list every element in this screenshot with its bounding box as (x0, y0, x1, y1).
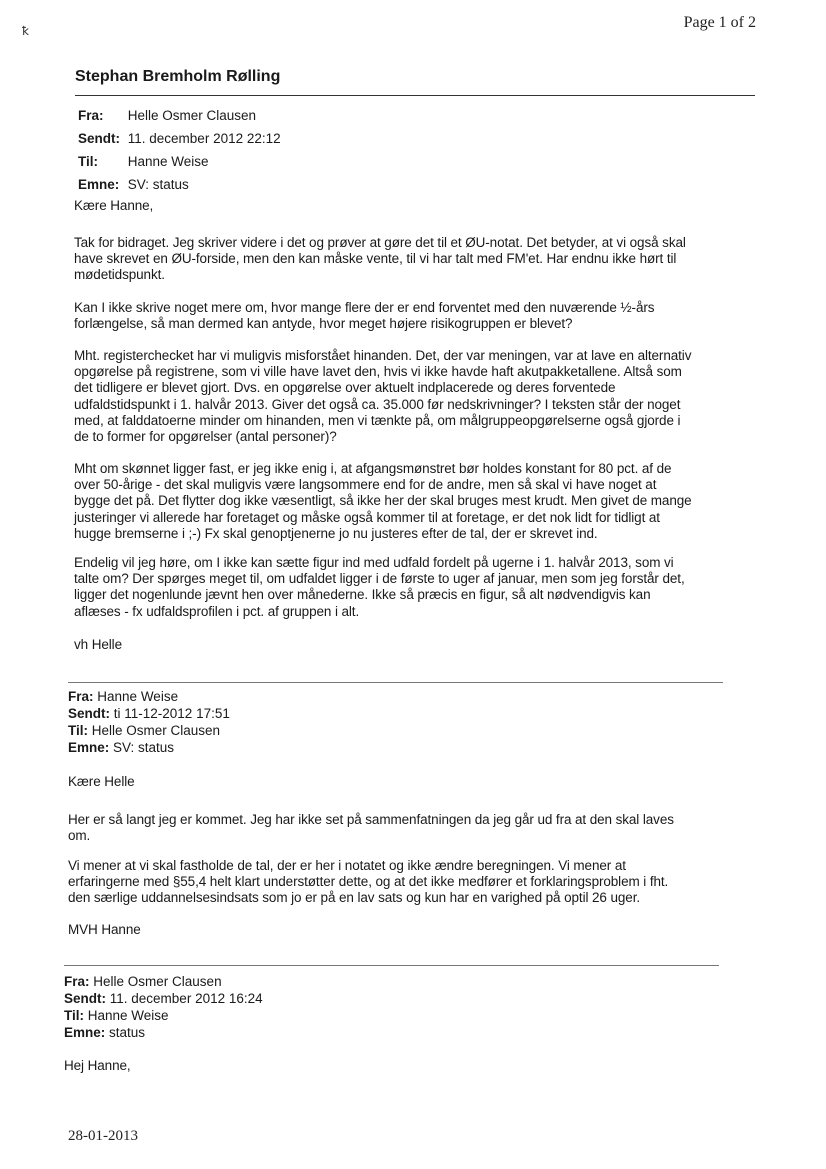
sent-label: Sendt: (68, 706, 110, 721)
email1-header (78, 104, 281, 196)
email1-paragraph-5: Endelig vil jeg høre, om I ikke kan sætte figur ind med udfald fordelt på ugerne i 1. halvår 2013, som vi talte om? Der spørges meget til, om udfaldet ligger i de første to uger af januar, men som jeg forstår det, ligger det nogenlunde jævnt hen over månederne. Ikke så præcis en figur, så alt nødvendigvis kan aflæses - fx udfaldsprofilen i pct. af gruppen i alt. (74, 555, 685, 619)
email2-paragraph-1: Her er så langt jeg er kommet. Jeg har ikke set på sammenfatningen da jeg går ud fra at den skal laves om. (68, 812, 674, 844)
email3-greeting: Hej Hanne, (64, 1058, 131, 1073)
sent-label: Sendt: (78, 131, 120, 146)
from-label: Fra: (78, 108, 104, 123)
email1-signoff: vh Helle (74, 637, 122, 652)
scan-mark: ꝁ (22, 24, 29, 38)
separator-1 (68, 682, 723, 683)
email1-to: Hanne Weise (127, 154, 209, 169)
email3-header (64, 973, 263, 1041)
email1-paragraph-1: Tak for bidraget. Jeg skriver videre i det og prøver at gøre det til et ØU-notat. Det betyder, at vi også skal have skrevet en ØU-forside, men den kan måske vente, til vi har talt med FM'et. Har endnu ikke hørt til mødetidspunkt. (74, 235, 686, 283)
email2-to: Helle Osmer Clausen (91, 723, 221, 738)
email2-header (68, 688, 230, 756)
title-rule (75, 95, 755, 96)
separator-2 (64, 965, 719, 966)
email3-from: Helle Osmer Clausen (93, 974, 222, 989)
page-number: Page 1 of 2 (683, 14, 756, 31)
subject-label: Emne: (78, 177, 120, 192)
from-label: Fra: (68, 689, 94, 704)
email2-signoff: MVH Hanne (68, 922, 141, 937)
sent-label: Sendt: (64, 991, 106, 1006)
subject-label: Emne: (68, 740, 110, 755)
email3-to: Hanne Weise (87, 1008, 169, 1023)
to-label: Til: (78, 154, 98, 169)
to-label: Til: (64, 1008, 84, 1023)
email1-sent: 11. december 2012 22:12 (127, 131, 281, 146)
footer-date: 28-01-2013 (68, 1128, 138, 1144)
to-label: Til: (68, 723, 88, 738)
email2-paragraph-2: Vi mener at vi skal fastholde de tal, der er her i notatet og ikke ændre beregningen. Vi mener at erfaringerne med §55,4 helt klart understøtter dette, og at det ikke medfører et forklaringsproblem i fht. den særlige uddannelsesindsats som jo er på en lav sats og kun har en varighed på optil 26 uger. (68, 858, 669, 906)
email2-subject: SV: status (113, 740, 175, 755)
from-label: Fra: (64, 974, 90, 989)
email1-paragraph-3: Mht. registerchecket har vi muligvis misforstået hinanden. Det, der var meningen, var at lave en alternativ opgørelse på registrene, som vi ville have lavet den, hvis vi ikke havde haft akutpakketallene. Altså som det tidligere er blevet gjort. Dvs. en opgørelse over aktuelt indplacerede og deres forventede udfaldstidspunkt i 1. halvår 2013. Giver det også ca. 35.000 før nedskrivninger? I teksten står der noget med, at falddatoerne minder om hinanden, men vi tænkte på, om målgruppeopgørelserne også gjorde i de to former for opgørelser (antal personer)? (74, 348, 692, 445)
email1-from: Helle Osmer Clausen (127, 108, 257, 123)
email2-greeting: Kære Helle (68, 774, 135, 789)
document-title: Stephan Bremholm Rølling (75, 68, 281, 85)
email3-sent: 11. december 2012 16:24 (109, 991, 263, 1006)
email1-greeting: Kære Hanne, (74, 198, 154, 213)
email3-subject: status (109, 1025, 146, 1040)
subject-label: Emne: (64, 1025, 106, 1040)
email1-paragraph-2: Kan I ikke skrive noget mere om, hvor mange flere der er end forventet med den nuværende ½-års forlængelse, så man dermed kan antyde, hvor meget højere risikogruppen er blevet? (74, 300, 655, 332)
email2-sent: ti 11-12-2012 17:51 (113, 706, 230, 721)
email1-paragraph-4: Mht om skønnet ligger fast, er jeg ikke enig i, at afgangsmønstret bør holdes konstant for 80 pct. af de over 50-årige - det skal muligvis være langsommere end for de andre, men så skal vi have noget at bygge det på. Det flytter dog ikke væsentligt, så ikke her der skal bruges mest krudt. Men givet de mange justeringer vi allerede har foretaget og måske også kommer til at foretage, er det nok lidt for tidligt at hugge bremserne i ;-) Fx skal genoptjenerne jo nu justeres efter de tal, der er skrevet ind. (74, 461, 692, 541)
email2-from: Hanne Weise (97, 689, 179, 704)
email1-subject: SV: status (127, 177, 189, 192)
